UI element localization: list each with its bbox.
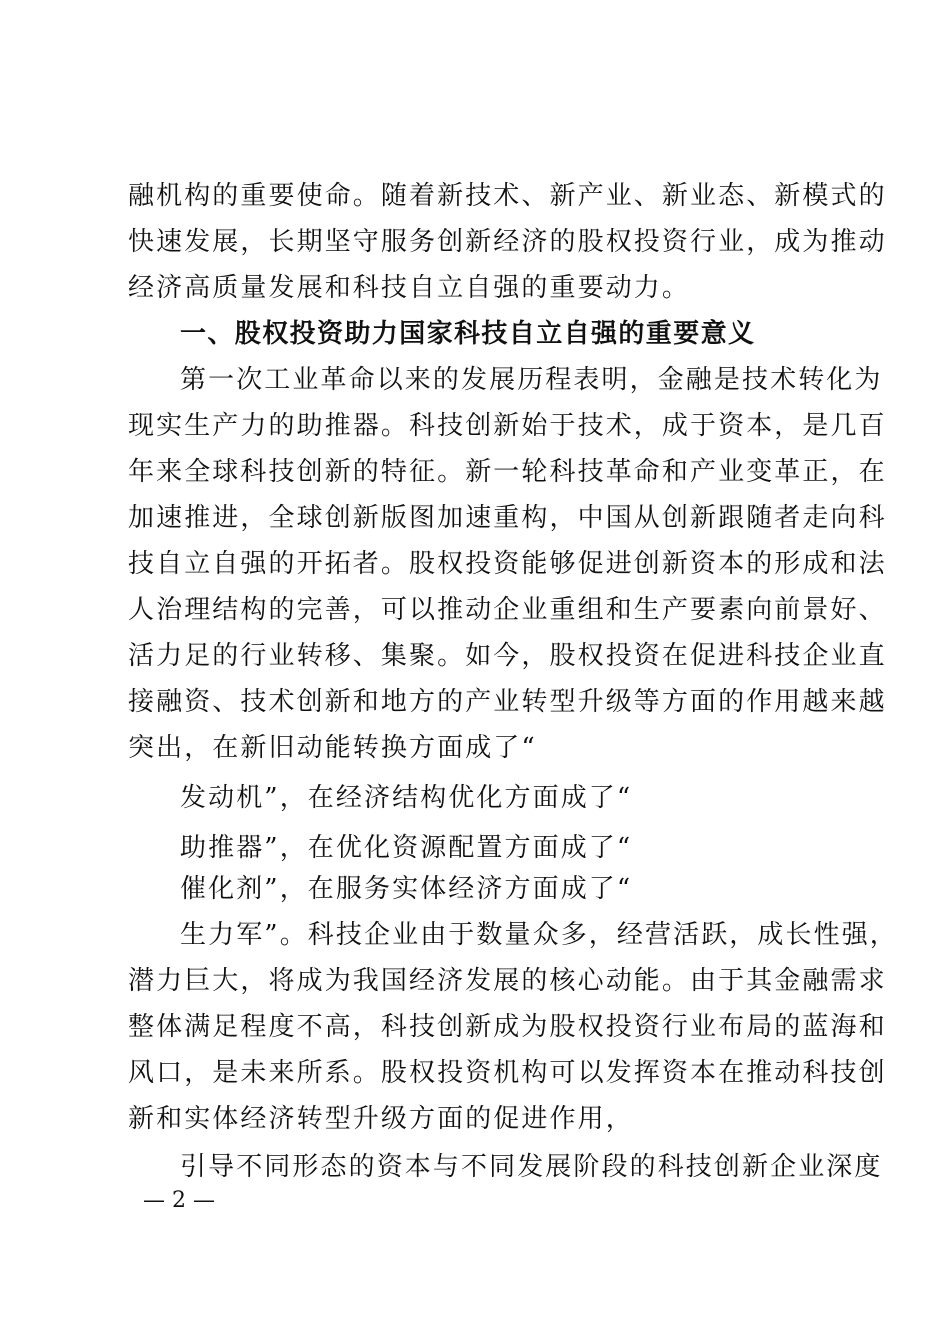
body-text-line: 融机构的重要使命。随着新技术、新产业、新业态、新模式的 — [128, 181, 887, 211]
body-text-line: 技自立自强的开拓者。股权投资能够促进创新资本的形成和法 — [128, 549, 887, 579]
body-text-line: 新和实体经济转型升级方面的促进作用， — [128, 1104, 634, 1134]
body-text-line: 潜力巨大，将成为我国经济发展的核心动能。由于其金融需求 — [128, 966, 887, 996]
body-text-line: 发动机”，在经济结构优化方面成了“ — [180, 783, 633, 813]
body-text-line: 引导不同形态的资本与不同发展阶段的科技创新企业深度 — [180, 1152, 883, 1182]
body-text-line: 人治理结构的完善，可以推动企业重组和生产要素向前景好、 — [128, 595, 887, 625]
body-text-line: 助推器”，在优化资源配置方面成了“ — [180, 833, 633, 863]
body-text-line: 现实生产力的助推器。科技创新始于技术，成于资本，是几百 — [128, 411, 887, 441]
body-text-line: 加速推进，全球创新版图加速重构，中国从创新跟随者走向科 — [128, 503, 887, 533]
body-text-line: 第一次工业革命以来的发展历程表明，金融是技术转化为 — [180, 365, 883, 395]
body-text-line: 风口，是未来所系。股权投资机构可以发挥资本在推动科技创 — [128, 1058, 887, 1088]
body-text-line: 催化剂”，在服务实体经济方面成了“ — [180, 874, 633, 904]
page-number: — 2 — — [143, 1188, 215, 1213]
body-text-line: 经济高质量发展和科技自立自强的重要动力。 — [128, 273, 691, 303]
body-text-line: 年来全球科技创新的特征。新一轮科技革命和产业变革正，在 — [128, 457, 887, 487]
section-heading: 一、股权投资助力国家科技自立自强的重要意义 — [180, 319, 756, 349]
body-text-line: 突出，在新旧动能转换方面成了“ — [128, 733, 537, 763]
body-text-line: 快速发展，长期坚守服务创新经济的股权投资行业，成为推动 — [128, 227, 887, 257]
body-text-line: 生力军”。科技企业由于数量众多，经营活跃，成长性强， — [180, 920, 898, 950]
body-text-line: 活力足的行业转移、集聚。如今，股权投资在促进科技企业直 — [128, 641, 887, 671]
body-text-line: 整体满足程度不高，科技创新成为股权投资行业布局的蓝海和 — [128, 1012, 887, 1042]
body-text-line: 接融资、技术创新和地方的产业转型升级等方面的作用越来越 — [128, 687, 887, 717]
